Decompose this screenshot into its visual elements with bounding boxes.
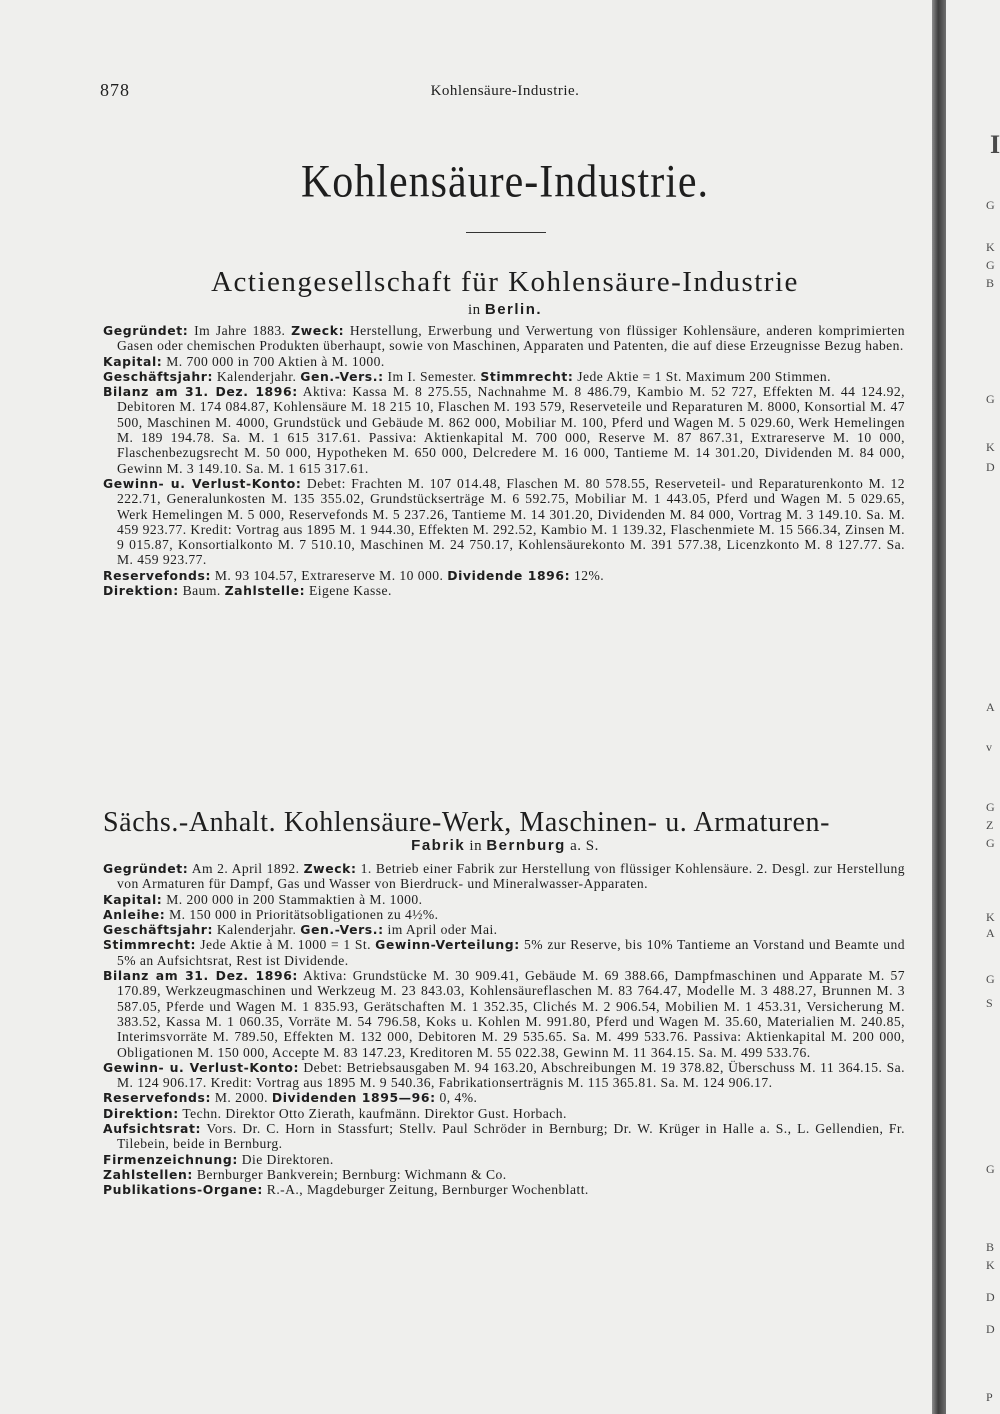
entry-text: 1. Betrieb einer Fabrik zur Herstellung von flüssiger Kohlensäure. 2. Desgl. zur Herstellung von Armaturen für Dampf, Gas und Wasser von Bierdruck- und Mineralwasser-Apparaten.	[117, 861, 905, 892]
entry-text: R.-A., Magdeburger Zeitung, Bernburger Wochenblatt.	[262, 1182, 589, 1198]
entry-text: Eigene Kasse.	[305, 583, 392, 599]
entry-text: Aktiva: Grundstücke M. 30 909.41, Gebäude M. 69 388.66, Dampfmaschinen und Apparate M. 57 170.89, Werkzeugmaschinen und Werkzeug M. 23 843.03, Kohlensäureflaschen M. 83 764.47, Modelle M. 3 488.27, Brunnen M. 3 587.05, Pferde und Wagen M. 1 835.93, Gerätschaften M. 1 352.35, Clichés M. 2 906.54, Mobilien M. 1 453.31, Versicherung M. 383.52, Kassa M. 1 060.35, Vorräte M. 54 796.58, Koks u. Kohlen M. 991.80, Pferd und Wagen M. 35.60, Materialien M. 240.85, Interimsvorräte M. 789.50, Effekten M. 132 000, Debitoren M. 29 535.65. Sa. M. 499 533.76. Passiva: Aktienkapital M. 200 000, Obligationen M. 150 000, Accepte M. 83 147.23, Kreditoren M. 55 022.38, Gewinn M. 11 364.15. Sa. M. 499 533.76.	[117, 968, 905, 1060]
edge-letter: G	[986, 836, 995, 850]
location-suffix: a. S.	[570, 838, 599, 854]
entry-paragraph	[103, 476, 905, 568]
entry-paragraph	[103, 583, 905, 598]
edge-letter: G	[986, 258, 995, 272]
entry-text: Am 2. April 1892.	[188, 861, 304, 876]
edge-letter: G	[986, 392, 995, 406]
entry-paragraph	[103, 1121, 905, 1152]
edge-letter: D	[986, 460, 995, 474]
edge-letter: Z	[986, 818, 994, 832]
entry-label: Gewinn- u. Verlust-Konto:	[103, 1059, 300, 1075]
entry-paragraph	[103, 1182, 905, 1197]
entry-text: M. 93 104.57, Extrareserve M. 10 000.	[211, 567, 448, 583]
edge-letter: K	[986, 910, 995, 924]
entry-label: Firmenzeichnung:	[103, 1151, 238, 1167]
edge-letter: D	[986, 1322, 995, 1336]
edge-letter: B	[986, 1240, 995, 1254]
company-entries-1	[103, 323, 905, 598]
entry-paragraph	[103, 1060, 905, 1091]
entry-label: Bilanz am 31. Dez. 1896:	[103, 384, 298, 400]
title-divider	[466, 232, 546, 233]
entry-text: Bernburger Bankverein; Bernburg: Wichmann & Co.	[193, 1166, 507, 1182]
next-page-edge	[946, 0, 1000, 1414]
entry-label: Geschäftsjahr:	[103, 368, 214, 384]
entry-text: M. 150 000 in Prioritätsobligationen zu 4½%.	[165, 906, 439, 922]
entry-paragraph	[103, 937, 905, 968]
edge-letter: G	[986, 198, 995, 212]
entry-paragraph	[103, 922, 905, 937]
entry-text: Jede Aktie à M. 1000 = 1 St.	[196, 937, 376, 953]
entry-text: Vors. Dr. C. Horn in Stassfurt; Stellv. Paul Schröder in Bernburg; Dr. W. Krüger in Halle a. S., L. Gellendien, Fr. Tilebein, beide in Bernburg.	[117, 1121, 905, 1152]
entry-text: Im I. Semester.	[383, 368, 481, 384]
entry-paragraph	[103, 968, 905, 1060]
company-name-line2: Fabrik	[411, 837, 466, 854]
company-location-2	[100, 837, 910, 855]
entry-paragraph	[103, 1167, 905, 1182]
entry-text: Im Jahre 1883.	[188, 323, 292, 338]
entry-label: Reservefonds:	[103, 1090, 212, 1106]
entry-text: Herstellung, Erwerbung und Verwertung von flüssiger Kohlensäure, anderen komprimierten Gasen oder chemischen Produkten überhaupt, sowie von Maschinen, Apparaten und Patenten, die auf diese Erzeugnisse Bezug haben.	[117, 323, 905, 354]
running-head	[100, 80, 900, 106]
entry-text: Techn. Direktor Otto Zierath, kaufmänn. Direktor Gust. Horbach.	[178, 1105, 567, 1121]
entry-paragraph	[103, 568, 905, 583]
entry-label: Publikations-Organe:	[103, 1182, 263, 1198]
page-number: 878	[100, 80, 130, 100]
entry-paragraph	[103, 369, 905, 384]
entry-text: 12%.	[570, 567, 605, 583]
edge-letter: A	[986, 926, 995, 940]
chapter-title: Kohlensäure-Industrie.	[300, 156, 710, 208]
edge-letter: G	[986, 1162, 995, 1176]
entry-text: Die Direktoren.	[237, 1151, 334, 1167]
edge-letter: D	[986, 1290, 995, 1304]
company-location-1	[100, 301, 910, 319]
entry-label: Gen.-Vers.:	[300, 922, 384, 938]
entry-label: Kapital:	[103, 353, 163, 369]
entry-label: Direktion:	[103, 1105, 179, 1121]
entry-text: Baum.	[178, 583, 225, 599]
entry-paragraph	[103, 1152, 905, 1167]
location-city: Berlin.	[484, 301, 543, 318]
entry-label: Bilanz am 31. Dez. 1896:	[103, 968, 298, 984]
entry-label: Dividenden 1895—96:	[271, 1090, 436, 1106]
entry-label: Gewinn-Verteilung:	[375, 937, 520, 953]
entry-label: Gegründet:	[103, 323, 189, 338]
edge-letter: B	[986, 276, 995, 290]
location-prefix: in	[467, 302, 481, 318]
entry-text: Debet: Frachten M. 107 014.48, Flaschen M. 80 578.55, Reserveteil- und Reparaturenkonto M. 12 222.71, Generalunkosten M. 135 355.02, Grundstückserträge M. 6 592.75, Mobiliar M. 1 443.05, Pferd und Wagen M. 5 029.65, Werk Hemelingen M. 5 000, Reservefonds M. 5 237.26, Tantieme M. 14 301.20, Dividenden M. 84 000, Vortrag M. 3 149.10. Sa. M. 459 923.77. Kredit: Vortrag aus 1895 M. 1 944.30, Effekten M. 292.52, Kambio M. 1 139.32, Flaschenmiete M. 15 566.34, Zinsen M. 9 015.87, Konsortialkonto M. 7 510.10, Maschinen M. 24 750.17, Kohlensäurekonto M. 391 577.38, Licenzkonto M. 8 127.77. Sa. M. 459 923.77.	[117, 475, 905, 568]
edge-letter: K	[986, 440, 995, 454]
entry-text: 0, 4%.	[435, 1090, 478, 1106]
entry-paragraph	[103, 1090, 905, 1105]
entry-paragraph	[103, 907, 905, 922]
entry-label: Gegründet:	[103, 861, 189, 876]
entry-text: Aktiva: Kassa M. 8 275.55, Nachnahme M. 8 486.79, Kambio M. 52 727, Effekten M. 44 124.92, Debitoren M. 174 084.87, Kohlensäure M. 18 215 10, Flaschen M. 193 579, Reserveteile und Reparaturen M. 8000, Konsortial M. 47 500, Maschinen M. 4000, Grundstück und Gebäude M. 862 000, Mobiliar M. 100, Pferd und Wagen M. 5 029.60, Werk Hemelingen M. 189 194.78. Sa. M. 1 615 317.61. Passiva: Aktienkapital M. 700 000, Reserve M. 87 867.31, Extrareserve M. 10 000, Flaschenbezugsrecht M. 50 000, Hypotheken M. 650 000, Delcredere M. 16 000, Tantieme M. 14 301.20, Dividenden M. 84 000, Gewinn M. 3 149.10. Sa. M. 1 615 317.61.	[117, 384, 905, 476]
company-heading-2: Sächs.-Anhalt. Kohlensäure-Werk, Maschinen- u. Armaturen-	[103, 807, 831, 838]
entry-paragraph	[103, 384, 905, 476]
entry-label: Stimmrecht:	[103, 937, 197, 953]
edge-letter: I	[990, 130, 1000, 159]
edge-letter: K	[986, 1258, 995, 1272]
entry-label: Reservefonds:	[103, 567, 212, 583]
entry-text: M. 2000.	[211, 1090, 272, 1106]
entry-text: Kalenderjahr.	[213, 922, 301, 938]
entry-label: Zahlstelle:	[224, 583, 306, 599]
entry-label: Dividende 1896:	[447, 567, 571, 583]
entry-paragraph	[103, 354, 905, 369]
entry-label: Direktion:	[103, 583, 179, 599]
edge-letter: A	[986, 700, 995, 714]
entry-text: Kalenderjahr.	[213, 368, 301, 384]
entry-label: Kapital:	[103, 891, 163, 907]
entry-text: im April oder Mai.	[383, 922, 498, 938]
edge-letter: v	[986, 740, 992, 754]
edge-letter: K	[986, 240, 995, 254]
entry-label: Zweck:	[303, 861, 357, 876]
entry-text: Jede Aktie = 1 St. Maximum 200 Stimmen.	[573, 368, 831, 384]
entry-text: 5% zur Reserve, bis 10% Tantieme an Vorstand und Beamte und 5% an Aufsichtsrat, Rest ist Dividende.	[117, 937, 905, 968]
entry-paragraph	[103, 892, 905, 907]
company-heading-1: Actiengesellschaft für Kohlensäure-Industrie	[211, 266, 799, 298]
entry-paragraph	[103, 861, 905, 892]
entry-label: Zweck:	[291, 323, 345, 338]
entry-text: Debet: Betriebsausgaben M. 94 163.20, Abschreibungen M. 19 378.82, Überschuss M. 11 364.15. Sa. M. 124 906.17. Kredit: Vortrag aus 1895 M. 9 540.36, Fabrikationserträgnis M. 115 365.81. Sa. M. 124 906.17.	[117, 1059, 905, 1091]
edge-letter: S	[986, 996, 993, 1010]
location-city: Bernburg	[486, 837, 566, 854]
book-gutter	[932, 0, 946, 1414]
entry-label: Gen.-Vers.:	[300, 368, 384, 384]
edge-letter: P	[986, 1390, 993, 1404]
entry-label: Stimmrecht:	[480, 368, 574, 384]
edge-letter: G	[986, 800, 995, 814]
company-entries-2	[103, 861, 905, 1198]
running-title: Kohlensäure-Industrie.	[430, 83, 580, 99]
entry-label: Geschäftsjahr:	[103, 922, 214, 938]
entry-text: M. 700 000 in 700 Aktien à M. 1000.	[162, 353, 385, 369]
entry-label: Gewinn- u. Verlust-Konto:	[103, 475, 302, 491]
entry-label: Zahlstellen:	[103, 1166, 193, 1182]
edge-letter: G	[986, 972, 995, 986]
entry-paragraph	[103, 323, 905, 354]
entry-text: M. 200 000 in 200 Stammaktien à M. 1000.	[162, 891, 423, 907]
entry-label: Aufsichtsrat:	[103, 1121, 202, 1137]
entry-paragraph	[103, 1106, 905, 1121]
location-prefix: in	[469, 838, 483, 854]
entry-label: Anleihe:	[103, 906, 166, 922]
